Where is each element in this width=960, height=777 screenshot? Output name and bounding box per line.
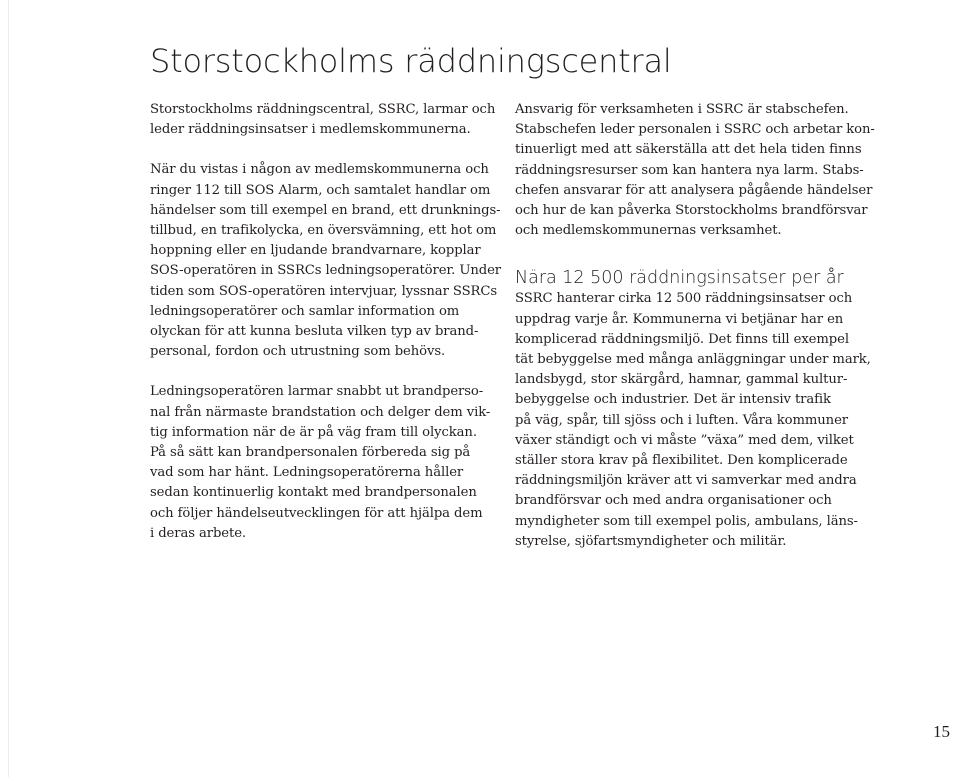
text-line: olyckan för att kunna besluta vilken typ av brand- — [150, 324, 479, 340]
text-line: i deras arbete. — [150, 525, 246, 541]
operations-paragraph — [515, 289, 871, 552]
text-line: ringer 112 till SOS Alarm, och samtalet handlar om — [150, 182, 491, 198]
text-line: på väg, spår, till sjöss och i luften. Våra kommuner — [515, 412, 848, 428]
text-line: tinuerligt med att säkerställa att det hela tiden finns — [515, 142, 862, 158]
text-line: tät bebyggelse med många anläggningar under mark, — [515, 352, 871, 368]
text-line: ledningsoperatörer och samlar information om — [150, 303, 460, 319]
dispatch-paragraph — [150, 382, 495, 544]
text-line: landsbygd, stor skärgård, hamnar, gammal kultur- — [515, 372, 848, 388]
text-line: nal från närmaste brandstation och delger dem vik- — [150, 404, 491, 420]
text-line: växer ständigt och vi måste ”växa” med dem, vilket — [515, 432, 854, 448]
text-line: räddningsresurser som kan hantera nya larm. Stabs- — [515, 162, 864, 178]
chief-paragraph — [515, 100, 875, 241]
text-line: ställer stora krav på flexibilitet. Den komplicerade — [515, 453, 848, 469]
text-line: bebyggelse och industrier. Det är intensiv trafik — [515, 392, 831, 408]
section-subheading: Nära 12 500 räddningsinsatser per år — [515, 268, 844, 289]
text-line: När du vistas i någon av medlemskommunerna och — [150, 162, 489, 178]
text-line: händelser som till exempel en brand, ett drunknings- — [150, 202, 501, 218]
text-line: vad som har hänt. Ledningsoperatörerna håller — [150, 465, 464, 481]
text-line: Ansvarig för verksamheten i SSRC är stabschefen. — [515, 102, 849, 117]
left-column — [150, 100, 501, 544]
text-line: styrelse, sjöfartsmyndigheter och militär. — [515, 533, 787, 549]
text-line: SOS-operatören in SSRCs ledningsoperatörer. Under — [150, 263, 501, 279]
text-line: På så sätt kan brandpersonalen förbereda sig på — [150, 445, 471, 461]
text-line: tiden som SOS-operatören intervjuar, lyssnar SSRCs — [150, 283, 497, 299]
text-line: tillbud, en trafikolycka, en översvämning, ett hot om — [150, 223, 497, 239]
text-line: och följer händelseutvecklingen för att hjälpa dem — [150, 505, 483, 521]
text-line: chefen ansvarar för att analysera pågående händelser — [515, 182, 873, 198]
text-line: komplicerad räddningsmiljö. Det finns till exempel — [515, 331, 849, 347]
text-line: brandförsvar och med andra organisationer och — [515, 493, 832, 509]
text-line: uppdrag varje år. Kommunerna vi betjänar har en — [515, 311, 844, 327]
text-line: Storstockholms räddningscentral, SSRC, larmar och — [150, 102, 496, 117]
intro-paragraph — [150, 100, 495, 140]
text-line: och medlemskommunernas verksamhet. — [515, 223, 782, 239]
text-line: Ledningsoperatören larmar snabbt ut brandperso- — [150, 384, 484, 400]
text-line: räddningsmiljön kräver att vi samverkar med andra — [515, 473, 857, 489]
page-number: 15 — [933, 722, 950, 741]
page-title: Storstockholms räddningscentral — [150, 42, 672, 80]
text-line: leder räddningsinsatser i medlemskommunerna. — [150, 122, 471, 138]
text-line: tig information när de är på väg fram till olyckan. — [150, 424, 477, 440]
right-column — [515, 100, 875, 552]
text-line: personal, fordon och utrustning som behövs. — [150, 344, 446, 360]
text-line: hoppning eller en ljudande brandvarnare, kopplar — [150, 243, 481, 259]
text-line: sedan kontinuerlig kontakt med brandpersonalen — [150, 485, 477, 501]
page-edge-line — [8, 0, 9, 777]
text-line: Stabschefen leder personalen i SSRC och arbetar kon- — [515, 122, 875, 138]
text-line: och hur de kan påverka Storstockholms brandförsvar — [515, 203, 868, 219]
text-line: myndigheter som till exempel polis, ambulans, läns- — [515, 513, 858, 529]
text-line: SSRC hanterar cirka 12 500 räddningsinsatser och — [515, 291, 853, 307]
emergency-call-paragraph — [150, 160, 501, 362]
